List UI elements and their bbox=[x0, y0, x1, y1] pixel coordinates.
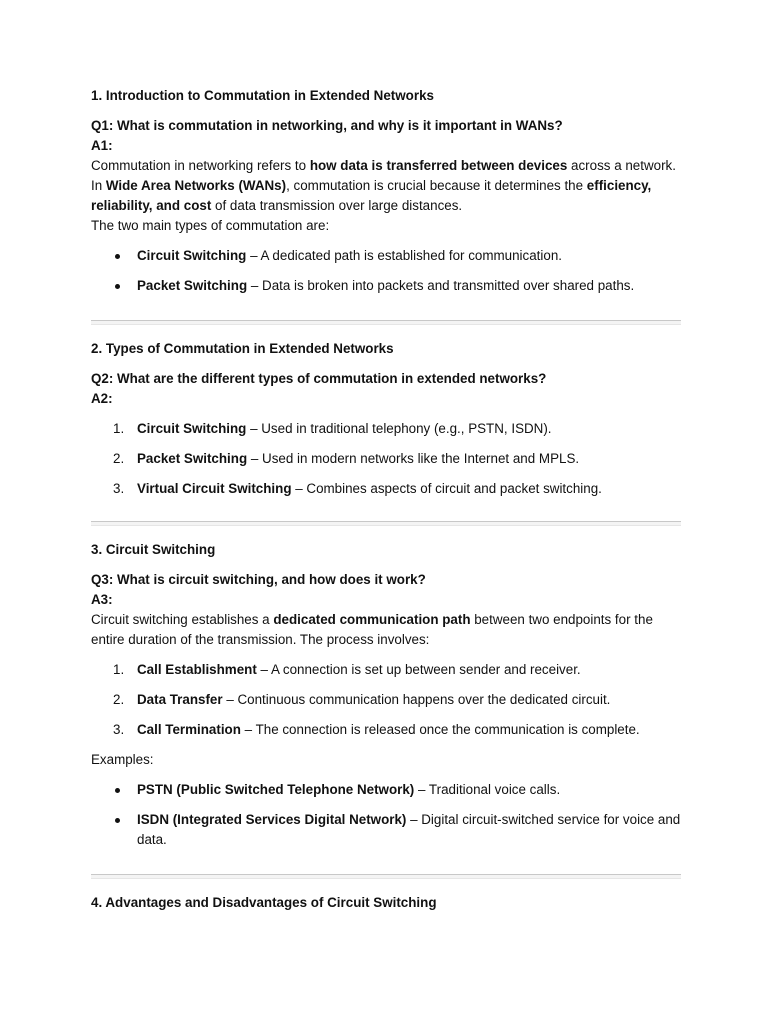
text-run: , commutation is crucial because it determines the bbox=[286, 178, 587, 193]
bold-run: dedicated communication path bbox=[273, 612, 471, 627]
answer-3-label: A3: bbox=[91, 592, 113, 607]
list-term: Call Establishment bbox=[137, 662, 257, 677]
bullet-icon bbox=[115, 818, 120, 823]
bullet-icon bbox=[115, 788, 120, 793]
bold-run: Wide Area Networks (WANs) bbox=[105, 178, 287, 193]
answer-1-label: A1: bbox=[91, 138, 113, 153]
list-text: – Traditional voice calls. bbox=[414, 782, 561, 797]
list-text: – Used in traditional telephony (e.g., PSTN, ISDN). bbox=[246, 421, 552, 436]
list-item bbox=[91, 246, 681, 266]
list-item bbox=[91, 660, 681, 680]
text-run: Commutation in networking refers to bbox=[91, 158, 310, 173]
list-text: – Continuous communication happens over the dedicated circuit. bbox=[222, 692, 611, 707]
list-number: 2. bbox=[113, 692, 125, 707]
list-term: Packet Switching bbox=[137, 451, 248, 466]
list-item bbox=[91, 276, 681, 296]
list-term: Circuit Switching bbox=[137, 421, 247, 436]
list-term: PSTN (Public Switched Telephone Network) bbox=[137, 782, 415, 797]
list-item bbox=[91, 449, 681, 469]
list-item bbox=[91, 690, 681, 710]
list-item bbox=[91, 720, 681, 740]
list-text: – A connection is set up between sender and receiver. bbox=[256, 662, 581, 677]
answer-3-paragraph bbox=[91, 610, 681, 650]
list-item bbox=[91, 810, 681, 850]
list-term: Circuit Switching bbox=[137, 248, 247, 263]
list-item bbox=[91, 479, 681, 499]
list-term: Virtual Circuit Switching bbox=[137, 481, 292, 496]
list-number: 2. bbox=[113, 451, 125, 466]
list-number: 3. bbox=[113, 481, 125, 496]
text-run: of data transmission over large distances. bbox=[211, 198, 463, 213]
list-term: ISDN (Integrated Services Digital Network) bbox=[137, 812, 407, 827]
list-text: – A dedicated path is established for communication. bbox=[246, 248, 562, 263]
section-1-heading: 1. Introduction to Commutation in Extended Networks bbox=[91, 88, 434, 103]
section-3-heading: 3. Circuit Switching bbox=[91, 542, 216, 557]
document-content bbox=[91, 86, 681, 913]
list-term: Data Transfer bbox=[137, 692, 223, 707]
list-text: – Combines aspects of circuit and packet switching. bbox=[291, 481, 602, 496]
list-term: Packet Switching bbox=[137, 278, 248, 293]
list-item bbox=[91, 780, 681, 800]
section-4-heading: 4. Advantages and Disadvantages of Circuit Switching bbox=[91, 895, 437, 910]
list-text: – The connection is released once the communication is complete. bbox=[240, 722, 640, 737]
bold-run: efficiency, reliability, and cost bbox=[91, 178, 652, 213]
answer-2-label: A2: bbox=[91, 391, 113, 406]
list-term: Call Termination bbox=[137, 722, 241, 737]
section-2-heading: 2. Types of Commutation in Extended Networks bbox=[91, 341, 394, 356]
examples-label: Examples: bbox=[91, 752, 154, 767]
question-2: Q2: What are the different types of commutation in extended networks? bbox=[91, 371, 547, 386]
list-item bbox=[91, 419, 681, 439]
question-1: Q1: What is commutation in networking, and why is it important in WANs? bbox=[91, 118, 563, 133]
text-run: across a network. In bbox=[91, 158, 676, 193]
answer-1-paragraph bbox=[91, 156, 681, 216]
text-run: Circuit switching establishes a bbox=[91, 612, 274, 627]
list-text: – Data is broken into packets and transmitted over shared paths. bbox=[247, 278, 635, 293]
list-text: – Digital circuit-switched service for voice and data. bbox=[137, 812, 681, 847]
bullet-icon bbox=[115, 284, 120, 289]
list-number: 3. bbox=[113, 722, 125, 737]
bold-run: how data is transferred between devices bbox=[309, 158, 568, 173]
answer-1-intro: The two main types of commutation are: bbox=[91, 218, 330, 233]
list-text: – Used in modern networks like the Internet and MPLS. bbox=[247, 451, 580, 466]
list-number: 1. bbox=[113, 421, 125, 436]
bullet-icon bbox=[115, 254, 120, 259]
question-3: Q3: What is circuit switching, and how does it work? bbox=[91, 572, 426, 587]
text-run: between two endpoints for the entire duration of the transmission. The process involves: bbox=[91, 612, 653, 647]
list-number: 1. bbox=[113, 662, 125, 677]
